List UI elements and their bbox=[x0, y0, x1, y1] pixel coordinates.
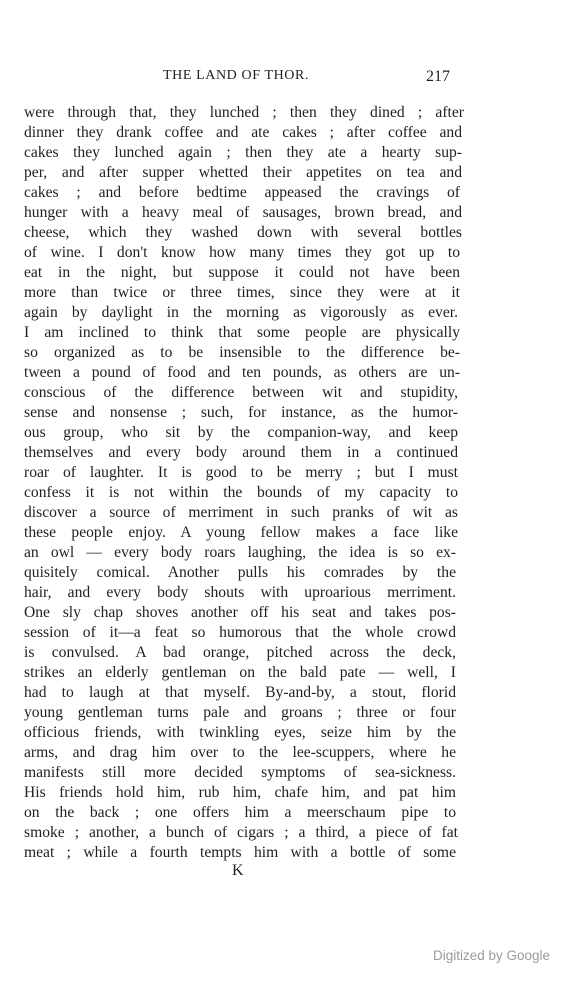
running-title: THE LAND OF THOR. bbox=[163, 68, 310, 83]
text-line: smoke ; another, a bunch of cigars ; a third, a piece of fat bbox=[24, 824, 458, 841]
text-line: on the back ; one offers him a meerschaum pipe to bbox=[24, 804, 456, 821]
text-line: dinner they drank coffee and ate cakes ; after coffee and bbox=[24, 124, 462, 141]
text-line: young gentleman turns pale and groans ; three or four bbox=[24, 704, 456, 721]
text-line: hair, and every body shouts with uproarious merriment. bbox=[24, 584, 456, 601]
text-line: officious friends, with twinkling eyes, seize him by the bbox=[24, 724, 456, 741]
text-line: discover a source of merriment in such pranks of wit as bbox=[24, 504, 458, 521]
text-line: hunger with a heavy meal of sausages, brown bread, and bbox=[24, 204, 462, 221]
text-line: quisitely comical. Another pulls his comrades by the bbox=[24, 564, 456, 581]
text-line: conscious of the difference between wit and stupidity, bbox=[24, 384, 458, 401]
text-line: cakes they lunched again ; then they ate a hearty sup- bbox=[24, 144, 462, 161]
signature-mark: K bbox=[232, 862, 244, 879]
text-line: had to laugh at that myself. By-and-by, a stout, florid bbox=[24, 684, 456, 701]
text-line: strikes an elderly gentleman on the bald pate — well, I bbox=[24, 664, 456, 681]
text-line: themselves and every body around them in a continued bbox=[24, 444, 458, 461]
text-line: so organized as to be insensible to the difference be- bbox=[24, 344, 460, 361]
text-line: cheese, which they washed down with several bottles bbox=[24, 224, 462, 241]
text-line: of wine. I don't know how many times they got up to bbox=[24, 244, 460, 261]
text-line: tween a pound of food and ten pounds, as others are un- bbox=[24, 364, 460, 381]
text-line: His friends hold him, rub him, chafe him, and pat him bbox=[24, 784, 456, 801]
text-line: again by daylight in the morning as vigorously as ever. bbox=[24, 304, 458, 321]
text-line: per, and after supper whetted their appetites on tea and bbox=[24, 164, 462, 181]
page-number: 217 bbox=[426, 68, 450, 85]
text-line: manifests still more decided symptoms of sea-sickness. bbox=[24, 764, 456, 781]
digitized-watermark: Digitized by Google bbox=[433, 948, 551, 963]
text-line: eat in the night, but suppose it could not have been bbox=[24, 264, 460, 281]
text-line: is convulsed. A bad orange, pitched across the deck, bbox=[24, 644, 456, 661]
text-line: an owl — every body roars laughing, the idea is so ex- bbox=[24, 544, 456, 561]
text-line: arms, and drag him over to the lee-scuppers, where he bbox=[24, 744, 456, 761]
text-line: more than twice or three times, since they were at it bbox=[24, 284, 460, 301]
text-line: session of it—a feat so humorous that the whole crowd bbox=[24, 624, 456, 641]
text-line: One sly chap shoves another off his seat and takes pos- bbox=[24, 604, 456, 621]
text-line: cakes ; and before bedtime appeased the cravings of bbox=[24, 184, 460, 201]
text-line: ous group, who sit by the companion-way, and keep bbox=[24, 424, 458, 441]
running-head bbox=[0, 68, 575, 88]
text-line: I am inclined to think that some people are physically bbox=[24, 324, 460, 341]
text-line: these people enjoy. A young fellow makes a face like bbox=[24, 524, 458, 541]
text-line: confess it is not within the bounds of my capacity to bbox=[24, 484, 458, 501]
text-line: were through that, they lunched ; then they dined ; after bbox=[24, 104, 464, 121]
text-line: roar of laughter. It is good to be merry ; but I must bbox=[24, 464, 458, 481]
text-line: sense and nonsense ; such, for instance, as the humor- bbox=[24, 404, 458, 421]
text-line: meat ; while a fourth tempts him with a bottle of some bbox=[24, 844, 456, 861]
